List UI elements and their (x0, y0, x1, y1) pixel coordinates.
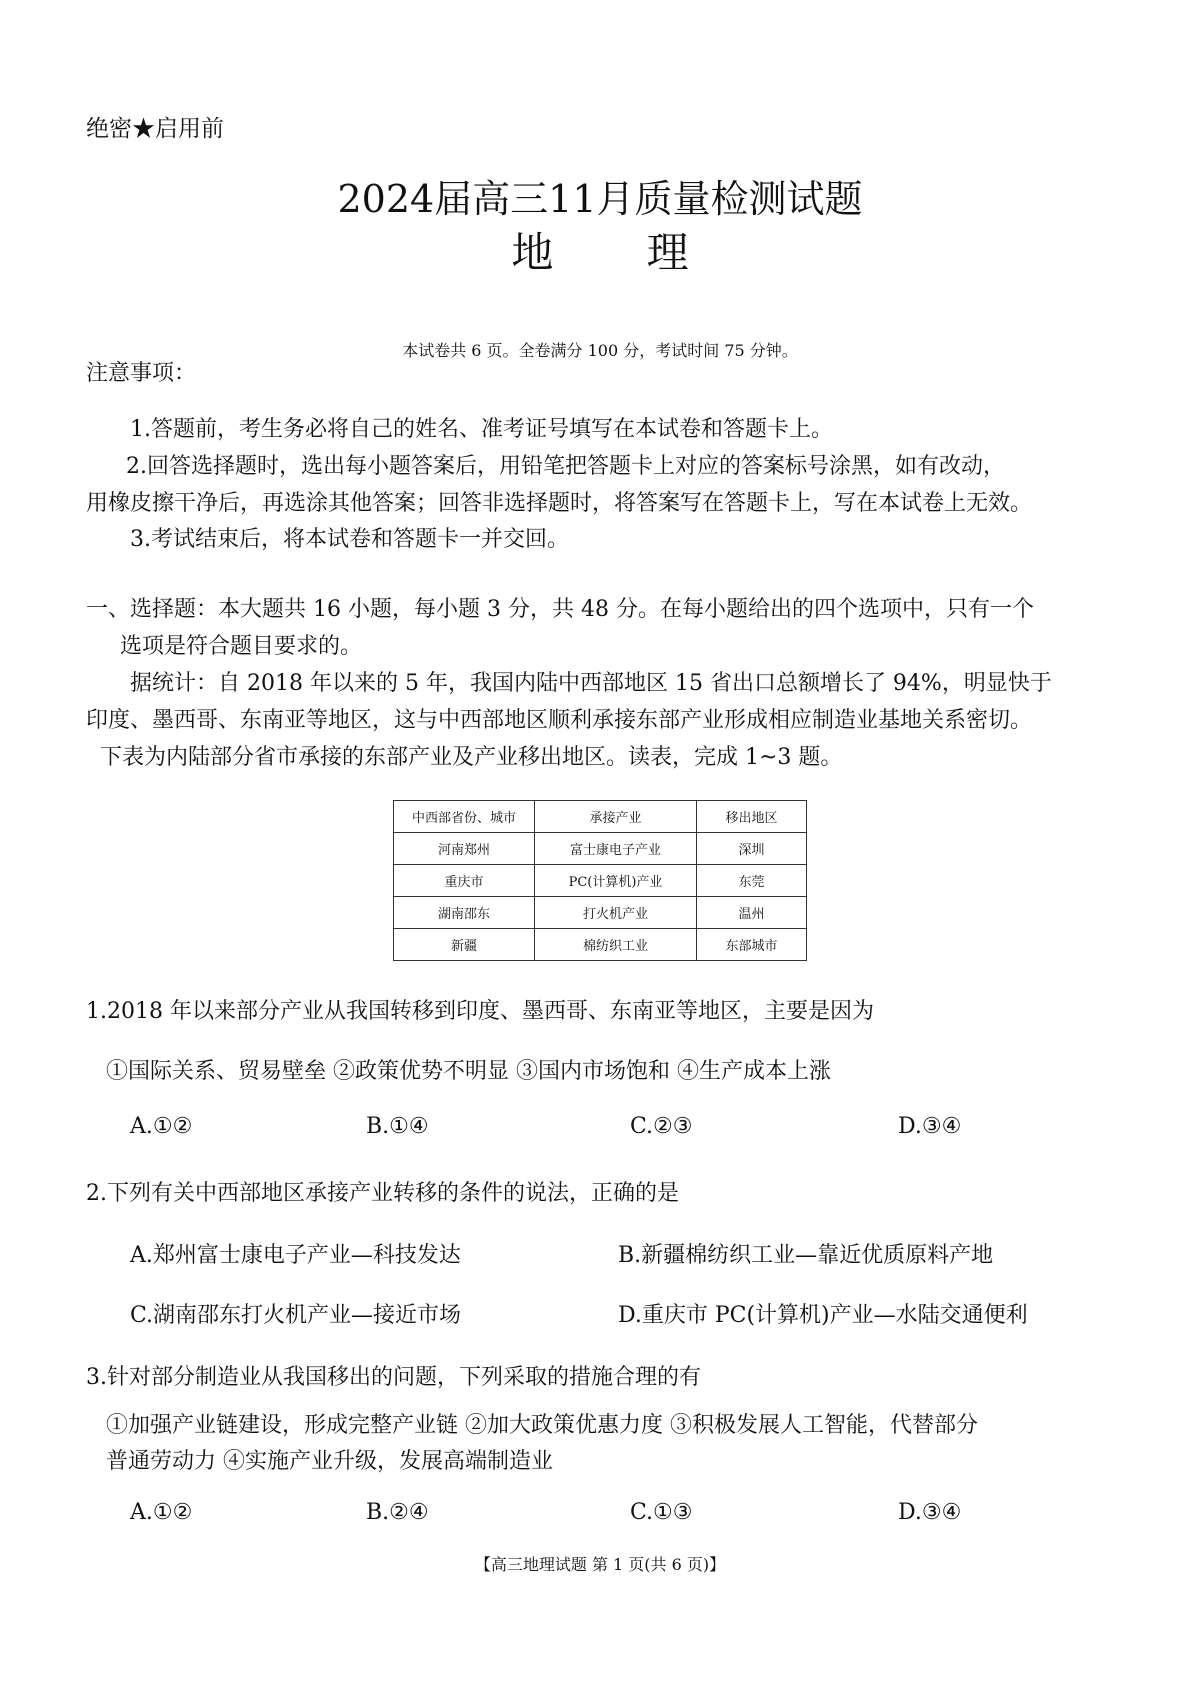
table-header-cell: 移出地区 (697, 801, 807, 833)
question-2-stem: 2.下列有关中西部地区承接产业转移的条件的说法，正确的是 (86, 1181, 679, 1206)
table-cell: 富士康电子产业 (535, 833, 697, 865)
subject-title: 地 理 (511, 228, 729, 277)
question-3-option-a: A.①② (130, 1500, 193, 1525)
question-3-items-line2: 普通劳动力 ④实施产业升级，发展高端制造业 (106, 1449, 553, 1474)
industry-transfer-table (393, 800, 807, 961)
confidential-label: 绝密★启用前 (86, 116, 224, 142)
question-1-option-a: A.①② (130, 1114, 193, 1139)
question-1-option-d: D.③④ (898, 1114, 962, 1139)
section-heading-line1: 一、选择题：本大题共 16 小题，每小题 3 分，共 48 分。在每小题给出的四个选项中，只有一个 (86, 597, 1034, 622)
question-3-option-c: C.①③ (630, 1500, 693, 1525)
question-1-option-c: C.②③ (630, 1114, 693, 1139)
question-2-option-a: A.郑州富士康电子产业—科技发达 (130, 1243, 461, 1268)
notice-heading: 注意事项： (86, 361, 197, 386)
notice-item-2-line1: 2.回答选择题时，选出每小题答案后，用铅笔把答题卡上对应的答案标号涂黑，如有改动， (126, 454, 1005, 479)
table-row (394, 929, 807, 961)
table-cell: 湖南邵东 (394, 897, 535, 929)
table-cell: 棉纺织工业 (535, 929, 697, 961)
page-footer: 【高三地理试题 第 1 页(共 6 页)】 (474, 1555, 726, 1574)
notice-item-2-line2: 用橡皮擦干净后，再选涂其他答案；回答非选择题时，将答案写在答题卡上，写在本试卷上无效。 (86, 491, 1033, 516)
table-row (394, 833, 807, 865)
question-3-stem: 3.针对部分制造业从我国移出的问题，下列采取的措施合理的有 (86, 1365, 701, 1390)
question-3-option-b: B.②④ (366, 1500, 429, 1525)
table-cell: 深圳 (697, 833, 807, 865)
question-2-option-c: C.湖南邵东打火机产业—接近市场 (130, 1303, 462, 1328)
question-2-option-b: B.新疆棉纺织工业—靠近优质原料产地 (618, 1243, 994, 1268)
table-header-cell: 承接产业 (535, 801, 697, 833)
question-3-option-d: D.③④ (898, 1500, 962, 1525)
table-row (394, 865, 807, 897)
table-header-row (394, 801, 807, 833)
context-line1: 据统计：自 2018 年以来的 5 年，我国内陆中西部地区 15 省出口总额增长了 94%，明显快于 (130, 671, 1052, 696)
question-2-option-d: D.重庆市 PC(计算机)产业—水陆交通便利 (618, 1303, 1028, 1328)
table-cell: 东莞 (697, 865, 807, 897)
table-cell: PC(计算机)产业 (535, 865, 697, 897)
notice-item-3: 3.考试结束后，将本试卷和答题卡一并交回。 (130, 527, 569, 552)
table-header-cell: 中西部省份、城市 (394, 801, 535, 833)
notice-item-1: 1.答题前，考生务必将自己的姓名、准考证号填写在本试卷和答题卡上。 (130, 417, 833, 442)
table-cell: 打火机产业 (535, 897, 697, 929)
question-1-option-b: B.①④ (366, 1114, 429, 1139)
context-line2: 印度、墨西哥、东南亚等地区，这与中西部地区顺利承接东部产业形成相应制造业基地关系密切。 (86, 708, 1033, 733)
table-cell: 河南郑州 (394, 833, 535, 865)
question-1-items: ①国际关系、贸易壁垒 ②政策优势不明显 ③国内市场饱和 ④生产成本上涨 (106, 1059, 831, 1084)
section-heading-line2: 选项是符合题目要求的。 (120, 634, 363, 659)
context-line3: 下表为内陆部分省市承接的东部产业及产业移出地区。读表，完成 1~3 题。 (100, 745, 843, 770)
exam-title: 2024届高三11月质量检测试题 (337, 177, 863, 221)
table-cell: 新疆 (394, 929, 535, 961)
table-cell: 温州 (697, 897, 807, 929)
question-3-items-line1: ①加强产业链建设，形成完整产业链 ②加大政策优惠力度 ③积极发展人工智能，代替部分 (106, 1413, 978, 1438)
table-cell: 重庆市 (394, 865, 535, 897)
exam-info: 本试卷共 6 页。全卷满分 100 分，考试时间 75 分钟。 (402, 341, 798, 360)
table-cell: 东部城市 (697, 929, 807, 961)
question-1-stem: 1.2018 年以来部分产业从我国转移到印度、墨西哥、东南亚等地区，主要是因为 (86, 999, 874, 1024)
table-row (394, 897, 807, 929)
